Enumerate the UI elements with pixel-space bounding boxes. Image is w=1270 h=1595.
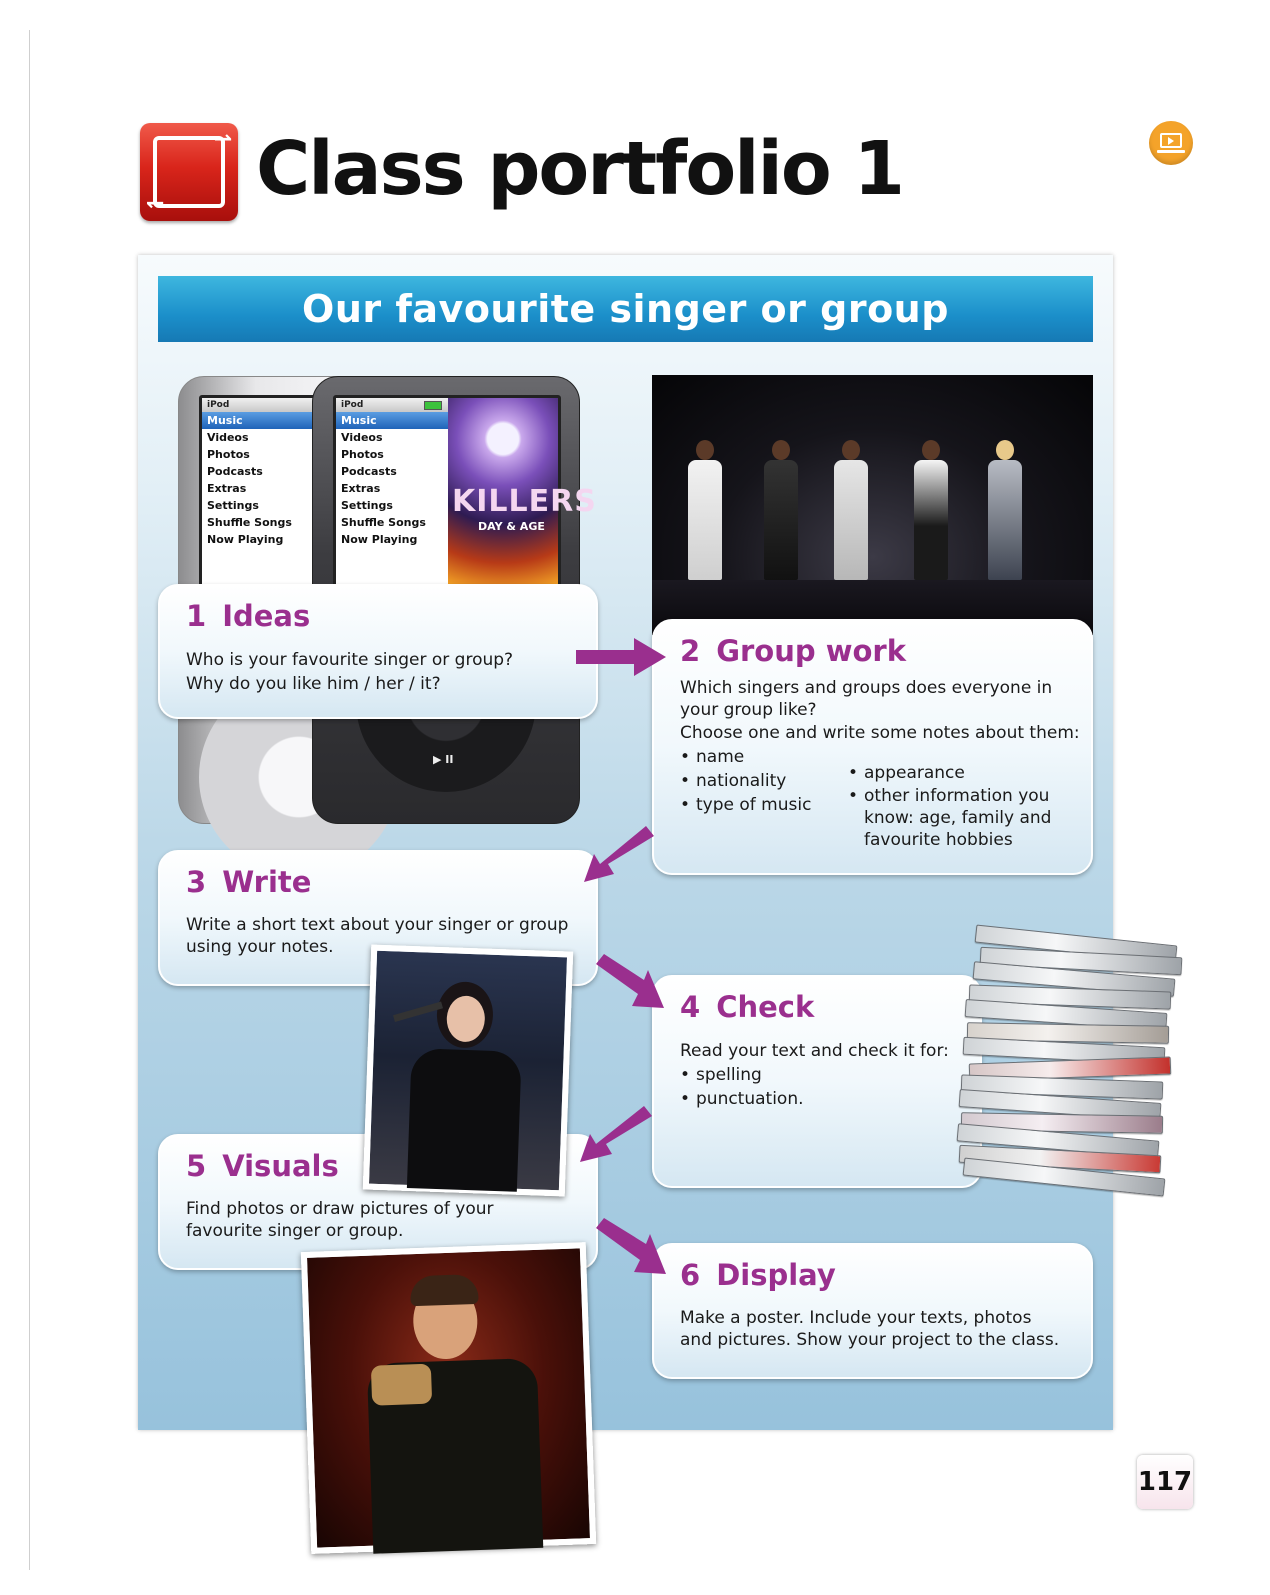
singer-woman-photo [363, 945, 573, 1197]
arrow-icon [584, 826, 656, 888]
list-item: • nationality [680, 769, 840, 793]
step-check [652, 975, 982, 1188]
check-list [680, 1063, 954, 1111]
ipod-screen: iPod Music Videos Photos Podcasts Extras Settings Shuffle Songs Now Playing KILLERS DAY & AGE [333, 395, 561, 587]
menu-item: Shuffle Songs [341, 516, 426, 529]
list-item: • other information you know: age, family and favourite hobbies [848, 785, 1078, 851]
computer-screen-icon[interactable] [1149, 121, 1193, 165]
ipod-screen: iPod Music Videos Photos Podcasts Extras Settings Shuffle Songs Now Playing [199, 395, 359, 587]
menu-item: Photos [207, 448, 250, 461]
notes-list-right [848, 761, 1078, 851]
step-text: Choose one and write some notes about them: [680, 723, 1080, 743]
arrow-icon [596, 1218, 668, 1278]
step-text: Which singers and groups does everyone in your group like? [680, 678, 1053, 720]
portfolio-icon: ⇀ ↽ [140, 123, 238, 221]
menu-item: Settings [341, 499, 393, 512]
step-text: Who is your favourite singer or group? [186, 650, 514, 670]
step-title: 4 Check [680, 990, 815, 1024]
menu-item: Shuffle Songs [207, 516, 292, 529]
step-title: 1 Ideas [186, 599, 311, 633]
step-title: 2 Group work [680, 634, 907, 668]
menu-item: Music [336, 412, 448, 429]
menu-item: Podcasts [207, 465, 263, 478]
menu-item: Extras [207, 482, 247, 495]
step-group-work [652, 619, 1093, 875]
step-text: Find photos or draw pictures of your favourite singer or group. [186, 1199, 494, 1241]
list-item: • punctuation. [680, 1087, 954, 1111]
band-concert-photo [652, 375, 1093, 635]
album-cover: KILLERS DAY & AGE [448, 398, 558, 584]
arrow-icon [580, 1106, 654, 1166]
step-title: 6 Display [680, 1258, 836, 1292]
step-ideas [158, 584, 598, 719]
singer-man-photo [301, 1242, 596, 1554]
list-item: • appearance [848, 761, 1078, 785]
cd-stack-image [955, 930, 1180, 1210]
menu-item: Photos [341, 448, 384, 461]
step-title: 3 Write [186, 865, 312, 899]
step-text: Write a short text about your singer or group using your notes. [186, 915, 569, 957]
menu-item: Now Playing [341, 533, 418, 546]
page-number: 117 [1137, 1455, 1193, 1509]
page-margin-line [29, 30, 30, 1570]
play-pause-icon: ▶ II [433, 753, 454, 766]
menu-item: Videos [207, 431, 249, 444]
menu-item: Now Playing [207, 533, 284, 546]
step-text: Why do you like him / her / it? [186, 674, 441, 694]
list-item: • spelling [680, 1063, 954, 1087]
arrow-icon [576, 636, 668, 678]
section-title: Our favourite singer or group [302, 287, 949, 331]
section-banner [158, 276, 1093, 342]
step-display [652, 1243, 1093, 1379]
step-title: 5 Visuals [186, 1149, 339, 1183]
notes-list-left [680, 745, 840, 817]
menu-item: Music [202, 412, 356, 429]
battery-icon [424, 401, 442, 410]
arrow-icon [596, 954, 666, 1012]
list-item: • name [680, 745, 840, 769]
menu-item: Extras [341, 482, 381, 495]
menu-item: Podcasts [341, 465, 397, 478]
list-item: • type of music [680, 793, 840, 817]
page-title: Class portfolio 1 [256, 126, 903, 212]
step-text: Read your text and check it for: [680, 1041, 949, 1061]
menu-item: Videos [341, 431, 383, 444]
step-text: Make a poster. Include your texts, photos and pictures. Show your project to the class. [680, 1308, 1060, 1350]
menu-item: Settings [207, 499, 259, 512]
